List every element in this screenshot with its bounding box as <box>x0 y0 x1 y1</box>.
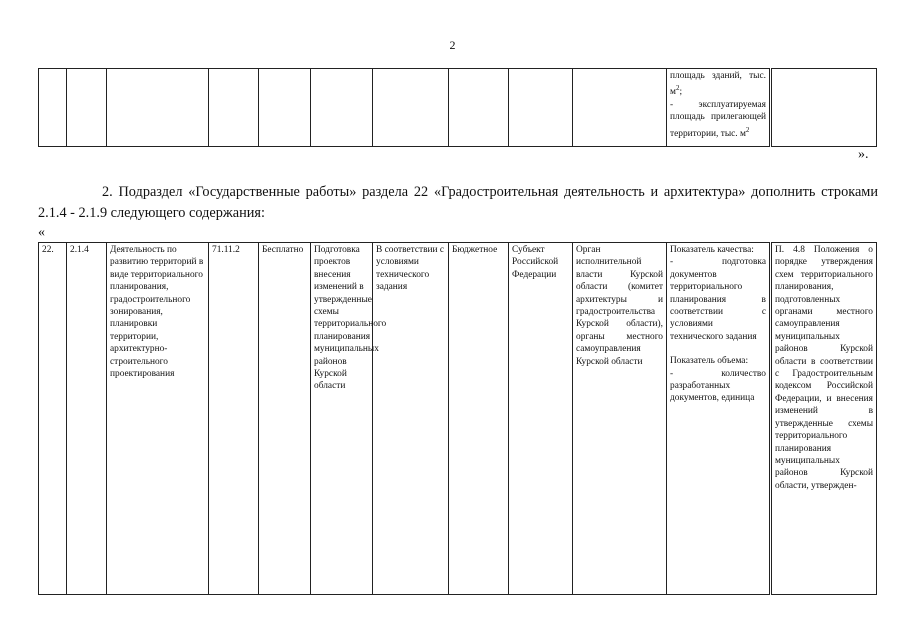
volume-indicator-text: - количество разработанных документов, единица <box>670 368 766 404</box>
table-cell <box>573 69 667 147</box>
table-cell <box>107 69 209 147</box>
table-row <box>39 69 877 147</box>
indicator-text-2: - эксплуатируемая площадь прилегающей территории, тыс. м <box>670 99 766 139</box>
opening-quote: « <box>38 225 45 240</box>
cell-legal-basis: П. 4.8 Положения о порядке утверждения схем территориального планирования, подготовленных органами местного самоуправления муниципальных районов Курской области в соответствии с Градостроительным кодексом Российской Федерации, и внесения изменений в утвержденные схемы территориального планирования муниципальных районов Курской области, утвержден- <box>771 243 877 595</box>
cell-work-content: Подготовка проектов внесения изменений в утвержденные схемы территориального планирования муниципальных районов Курской области <box>311 243 373 595</box>
table-cell <box>67 69 107 147</box>
cell-authority: Орган исполнительной власти Курской области (комитет архитектуры и градостроительства Курской области), органы местного самоуправления Курской области <box>573 243 667 595</box>
volume-indicator-title: Показатель объема: <box>670 356 749 367</box>
table-cell <box>509 69 573 147</box>
cell-level: Субъект Российской Федерации <box>509 243 573 595</box>
table-row <box>39 243 877 595</box>
quality-indicator-text: - подготовка документов территориального планирования в соответствии с условиями технического задания <box>670 257 766 342</box>
page-number: 2 <box>449 38 456 52</box>
table-cell <box>373 69 449 147</box>
cell-indicators <box>667 243 771 595</box>
table-cell <box>771 69 877 147</box>
cell-institution-type: Бюджетное <box>449 243 509 595</box>
indicator-text: площадь зданий, тыс. м <box>670 71 766 98</box>
cell-payment: Бесплатно <box>259 243 311 595</box>
quality-indicator-title: Показатель качества: <box>670 245 754 255</box>
cell-activity: Деятельность по развитию территорий в виде территориального планирования, градостроительного зонирования, планировки территории, архитектурно-строительного проектирования <box>107 243 209 595</box>
cell-conditions: В соответствии с условиями технического задания <box>373 243 449 595</box>
table-cell <box>449 69 509 147</box>
table-cell <box>259 69 311 147</box>
table-cell <box>311 69 373 147</box>
cell-okved-code: 71.11.2 <box>209 243 259 595</box>
closing-quote: ». <box>858 147 869 162</box>
table-cell <box>209 69 259 147</box>
amendment-paragraph: 2. Подраздел «Государственные работы» раздела 22 «Градостроительная деятельность и архитектура» дополнить строками 2.1.4 - 2.1.9 следующего содержания: <box>38 184 878 221</box>
works-table <box>38 242 877 595</box>
table-cell <box>39 69 67 147</box>
cell-section-number: 22. <box>39 243 67 595</box>
continuation-table <box>38 68 877 147</box>
cell-item-number: 2.1.4 <box>67 243 107 595</box>
indicator-cell: площадь зданий, тыс. $м^2$; - эксплуатируемая площадь прилегающей территории, тыс. $м^2$ <box>667 69 771 147</box>
